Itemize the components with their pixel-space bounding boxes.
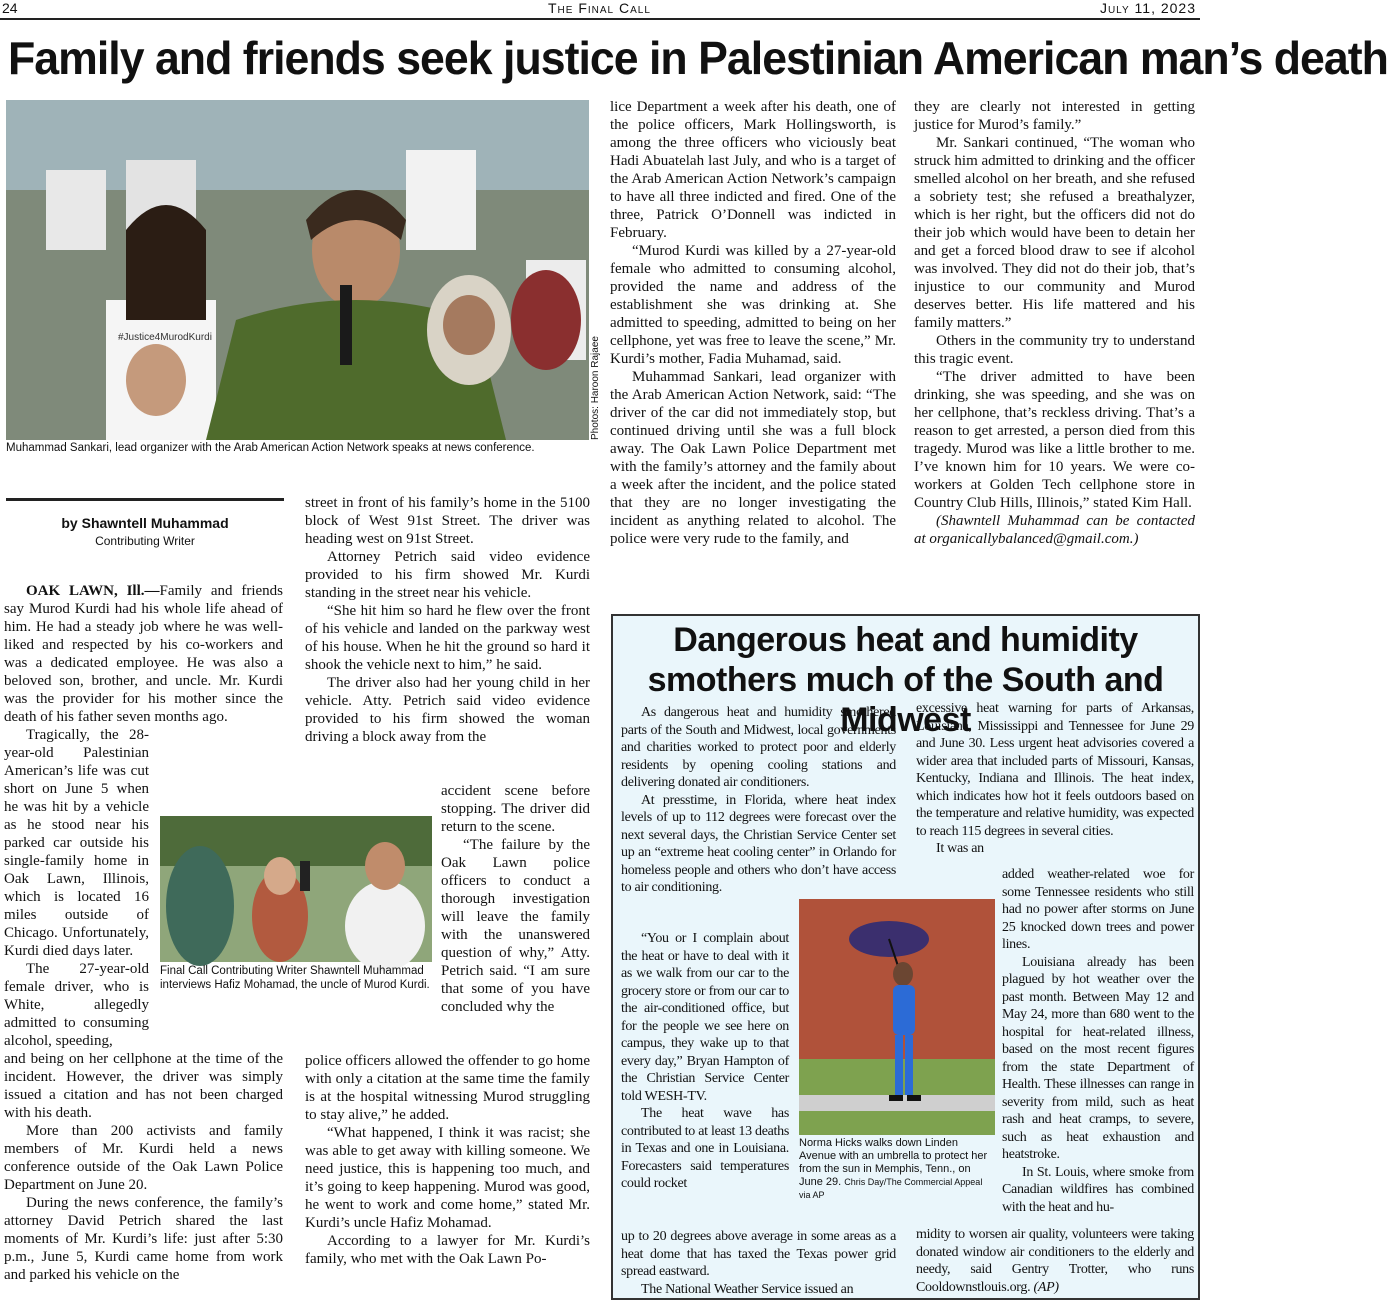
sidebar-paragraph: Louisiana already has been plagued by hot weather over the past month. Between May 12 and May 24, more than 680 went to the hospital for heat-related illness, based on the most recent figures from the state Department of Health. These illnesses can range in severity from mild, such as heat rash and heat cramps, to severe, such as heat exhaustion and heatstroke. [1002, 954, 1194, 1162]
byline [6, 498, 284, 548]
main-photo [6, 100, 589, 440]
headline: Family and friends seek justice in Palestinian American man’s death [8, 32, 1388, 84]
sidebar-paragraph: excessive heat warning for parts of Arkansas, Louisiana, Mississippi and Tennessee for June 29 and June 30. Less urgent heat advisories covered a wider area that included parts of Missouri, Kansas, Kentucky, Indiana and Illinois. The heat index, which indicates how hot it feels outdoors based on the temperature and relative humidity, was expected to reach 115 degrees in several cities. [916, 701, 1194, 839]
article-paragraph: More than 200 activists and family members of Mr. Kurdi held a news conference outside of the Oak Lawn Police Department on June 20. [4, 1123, 283, 1193]
sidebar-column-right-wrap [1002, 866, 1194, 1216]
article-paragraph: “The failure by the Oak Lawn police officers to conduct a thorough investigation will leave the family with the unanswered question of why,” Atty. Petrich said. “I am sure that some of you have concluded why the [441, 837, 590, 1015]
dateline: OAK LAWN, Ill.— [26, 583, 160, 599]
article-paragraph: “The driver admitted to have been drinking, she was speeding, and she was on her cellphone, that’s reckless driving. That’s a reason to get arrested, a person died from this tragedy. Murod was like a little brother to me. I’ve known him for 10 years. We were co-workers at Golden Tech cellphone store in Country Club Hills, Illinois,” stated Kim Hall. [914, 369, 1195, 511]
article-column-2 [305, 494, 590, 746]
article-column-3 [610, 98, 896, 548]
page-number: 24 [2, 0, 18, 16]
article-paragraph: The driver also had her young child in her vehicle. Atty. Petrich said video evidence provided to his firm showed the woman driving a block away from the [305, 675, 590, 745]
sidebar-paragraph: At presstime, in Florida, where heat index levels of up to 112 degrees were forecast over the next several days, the Christian Service Center set up an “extreme heat cooling center” in Orlando for homeless people and others who don’t have access to air conditioning. [621, 792, 896, 895]
article-paragraph: “What happened, I think it was racist; she was able to get away with killing someone. We need justice, this is happening too much, and it’s going to keep happening. Murod was good, he went to work and come home,” stated Mr. Kurdi’s uncle Hafiz Mohamad. [305, 1125, 590, 1231]
sidebar-paragraph: up to 20 degrees above average in some areas as a heat dome that has taxed the Texas power grid spread eastward. [621, 1229, 896, 1279]
page-header [0, 0, 1200, 20]
article-paragraph: they are clearly not interested in getting justice for Murod’s family.” [914, 99, 1195, 133]
article-paragraph: “She hit him so hard he flew over the front of his vehicle and landed on the parkway west of his house. When he hit the ground so hard it shook the vehicle next to him,” he said. [305, 603, 590, 673]
sidebar-column-right-lower [916, 1226, 1194, 1296]
photo-credit: Photos: Haroon Rajaee [590, 336, 601, 440]
protest-sign-text: #Justice4MurodKurdi [118, 332, 212, 343]
sidebar-column-left-lower [621, 1228, 896, 1298]
sidebar-photo [799, 899, 995, 1135]
article-column-2-lower [305, 1052, 590, 1268]
inset-photo [160, 816, 432, 962]
inset-photo-caption: Final Call Contributing Writer Shawntell Muhammad interviews Hafiz Mohamad, the uncle of Murod Kurdi. [160, 965, 430, 991]
article-paragraph: police officers allowed the offender to go home with only a citation at the same time the family is at the hospital witnessing Murod struggling to stay alive,” he added. [305, 1053, 590, 1123]
main-photo-caption: Muhammad Sankari, lead organizer with the Arab American Action Network speaks at news conference. [6, 442, 535, 454]
article-paragraph: Tragically, the 28-year-old Palestinian American’s life was cut short on June 5 when he was hit by a vehicle as he stood near his parked car outside his single-family home in Oak Lawn, Illinois, which is located 16 miles outside of Chicago. Unfortunately, Kurdi died days later. [4, 727, 149, 959]
article-paragraph: According to a lawyer for Mr. Kurdi’s family, who met with the Oak Lawn Po- [305, 1233, 590, 1267]
sidebar-column-right [916, 700, 1194, 858]
sidebar-photo-credit: Chris Day/The Commercial Appeal via AP [799, 1177, 983, 1200]
sidebar-paragraph: The National Weather Service issued an [641, 1281, 854, 1297]
article-paragraph: Family and friends say Murod Kurdi had his whole life ahead of him. He had a steady job where he was well-liked and respected by his co-workers and was a dedicated employee. He was also a beloved son, brother, and uncle. Mr. Kurdi was the provider for his mother since the death of his father seven months ago. [4, 583, 283, 725]
article-paragraph: lice Department a week after his death, one of the police officers, Mark Hollingsworth, is among the three officers who viciously beat Hadi Abuatelah last July, and who is a target of the Arab American Action Network’s campaign to have all three indicted and fired. One of the three, Patrick O’Donnell was indicted in February. [610, 99, 896, 241]
sidebar-paragraph: “You or I complain about the heat or have to deal with it as we walk from our car to the grocery store or from our car to the air-conditioned office, but for the people we see here on campus, they wake up to that every day,” Bryan Hampton of the Christian Service Center told WESH-TV. [621, 931, 789, 1104]
sidebar-column-left-wrap [621, 930, 789, 1193]
paper-name: The Final Call [548, 0, 651, 16]
sidebar-paragraph: As dangerous heat and humidity smothered parts of the South and Midwest, local governments and charities worked to protect poor and elderly residents by opening cooling stations and delivering donated air conditioners. [621, 705, 896, 790]
article-paragraph: The 27-year-old female driver, who is White, allegedly admitted to consuming alcohol, speeding, [4, 961, 149, 1049]
sidebar-column-left [621, 704, 896, 897]
byline-role: Contributing Writer [95, 534, 195, 548]
sidebar-paragraph: It was an [936, 841, 984, 856]
byline-author: by Shawntell Muhammad [61, 515, 229, 531]
author-contact-note: (Shawntell Muhammad can be contacted at organicallybalanced@gmail.com.) [914, 513, 1195, 547]
sidebar-paragraph: The heat wave has contributed to at least 13 deaths in Texas and one in Louisiana. Forecasters said temperatures could rocket [621, 1106, 789, 1191]
issue-date: July 11, 2023 [1099, 0, 1196, 16]
article-paragraph: During the news conference, the family’s attorney David Petrich shared the last moments of Mr. Kurdi’s life: just after 5:30 p.m., June 5, Kurdi came home from work and parked his vehicle on the [4, 1195, 283, 1283]
article-paragraph: Muhammad Sankari, lead organizer with the Arab American Action Network, said: “The driver of the car did not immediately stop, but continued driving until she was a full block away. The Oak Lawn Police Department met with the family’s attorney and the family about a week after the incident, and the police stated that they are no longer investigating the incident as anything related to alcohol. The police were very rude to the family, and [610, 369, 896, 547]
article-paragraph: and being on her cellphone at the time of the incident. However, the driver was simply issued a citation and has not been charged with his death. [4, 1051, 283, 1121]
article-paragraph: Mr. Sankari continued, “The woman who struck him admitted to drinking and the officer smelled alcohol on her breath, and she refused a sobriety test; she refused a breathalyzer, which is her right, but the officers did not do their job which would have been to detain her and get a forced blood draw to see if alcohol was involved. They did not do their job, that’s injustice to our community and Murod deserves better. His life mattered and his family matters.” [914, 135, 1195, 331]
sidebar-headline: Dangerous heat and humidity smothers much of the South and Midwest [647, 621, 1164, 739]
sidebar-paragraph: added weather-related woe for some Tennessee residents who still had no power after storms on June 25 knocked down trees and power lines. [1002, 867, 1194, 952]
sidebar-box [611, 614, 1200, 1300]
article-paragraph: “Murod Kurdi was killed by a 27-year-old female who admitted to consuming alcohol, provided the name and address of the establishment she was drinking at. She admitted to speeding, admitted to being on her cellphone, yet was free to leave the scene,” Mr. Kurdi’s mother, Fadia Muhamad, said. [610, 243, 896, 367]
sidebar-paragraph: In St. Louis, where smoke from Canadian wildfires has combined with the heat and hu- [1002, 1164, 1194, 1215]
article-paragraph: accident scene before stopping. The driver did return to the scene. [441, 783, 590, 835]
sidebar-photo-caption: Norma Hicks walks down Linden Avenue with an umbrella to protect her from the sun in Memphis, Tenn., on June 29. Chris Day/The Commercial Appeal via AP [799, 1137, 988, 1200]
article-paragraph: Others in the community try to understand this tragic event. [914, 333, 1195, 367]
article-column-2-wrap [441, 782, 590, 1016]
article-paragraph: street in front of his family’s home in the 5100 block of West 91st Street. The driver was heading west on 91st Street. [305, 495, 590, 547]
article-column-4 [914, 98, 1195, 548]
article-paragraph: Attorney Petrich said video evidence provided to his firm showed Mr. Kurdi standing in the street near his vehicle. [305, 549, 590, 601]
sidebar-paragraph: midity to worsen air quality, volunteers were taking donated window air conditioners to the elderly and needy, said Gentry Trotter, who runs Cooldownstlouis.org. (AP) [916, 1227, 1194, 1295]
